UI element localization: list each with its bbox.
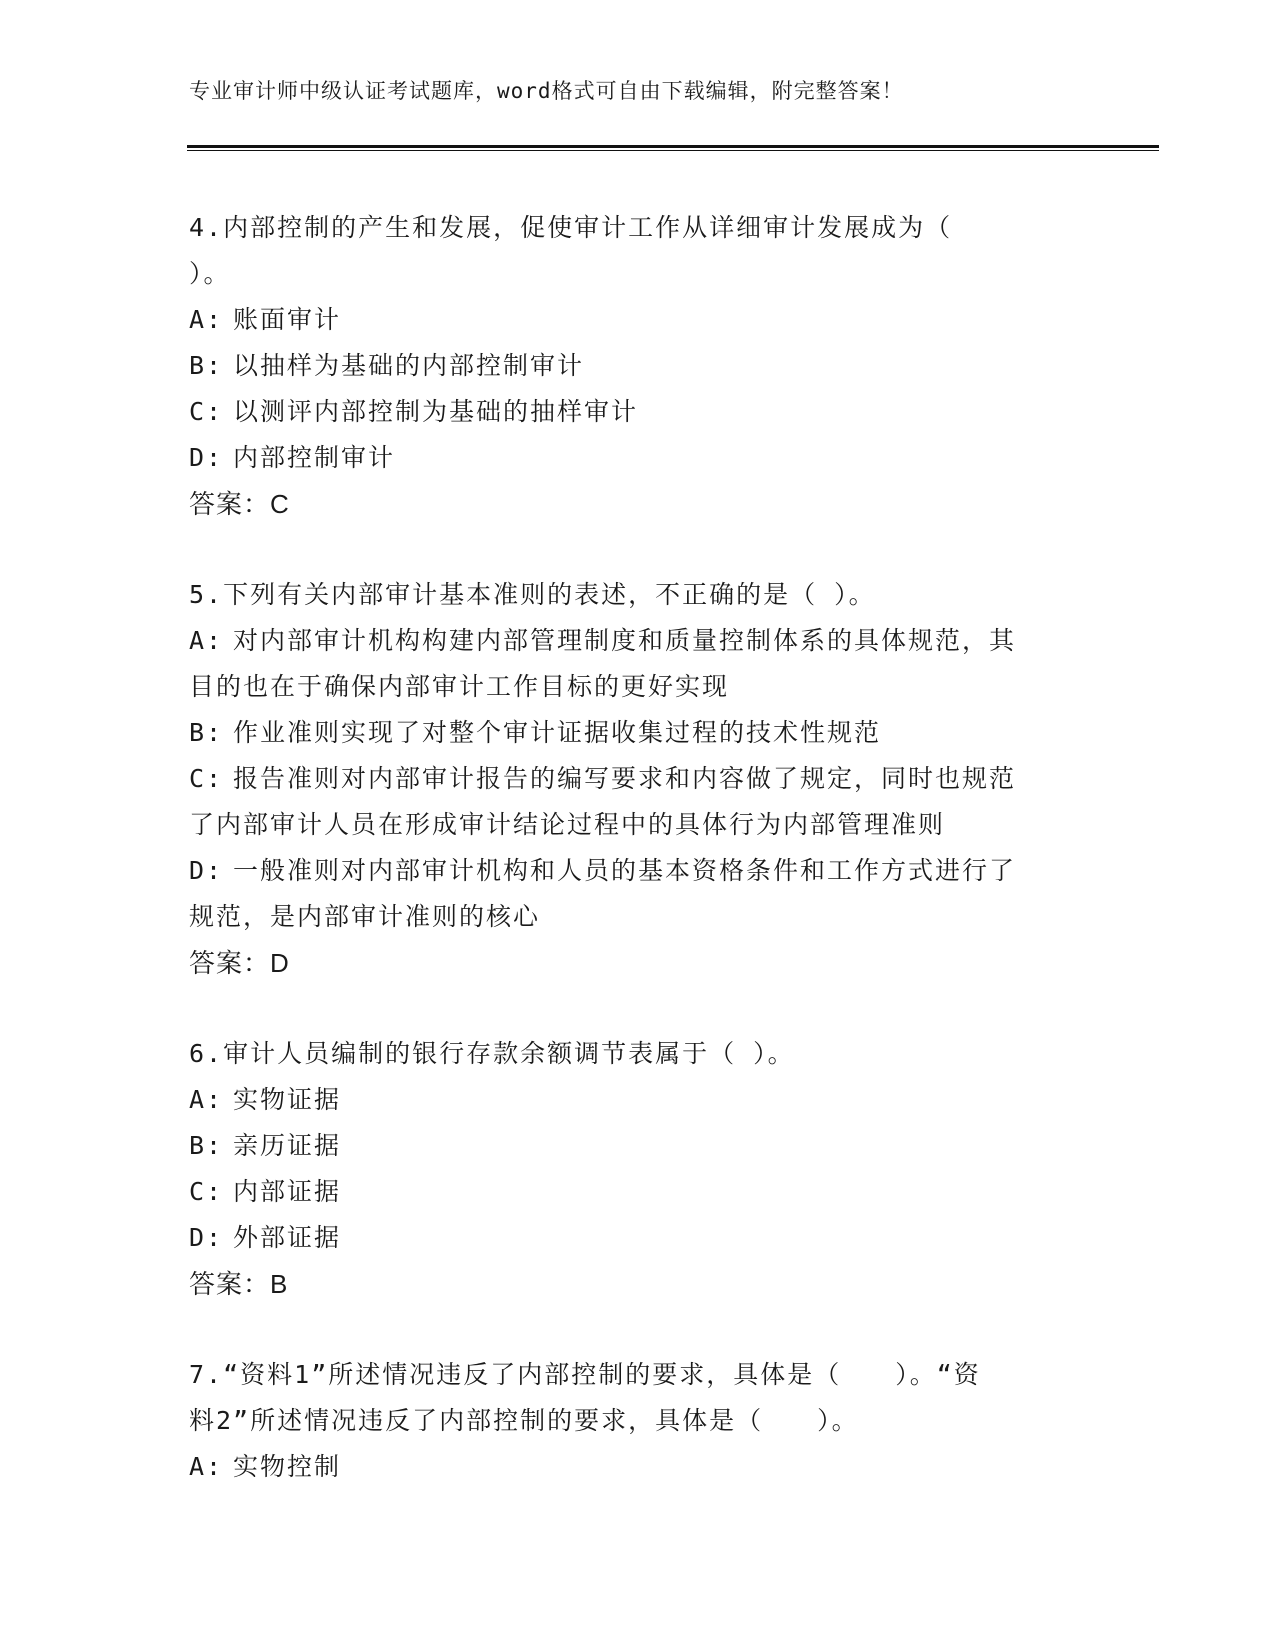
option-key: A: — [189, 1085, 224, 1114]
question-stem-line: 6.审计人员编制的银行存款余额调节表属于（ ）。 — [189, 1039, 795, 1068]
question-stem-line: 4.内部控制的产生和发展，促使审计工作从详细审计发展成为（ — [189, 213, 953, 242]
option-key: A: — [189, 305, 224, 334]
option-text-continued: 了内部审计人员在形成审计结论过程中的具体行为内部管理准则 — [189, 810, 946, 839]
option-row — [189, 297, 1089, 343]
option-row — [189, 1077, 1089, 1123]
answer-line: 答案：B — [189, 1269, 289, 1299]
option-row — [189, 756, 1089, 802]
question-block — [189, 205, 1089, 527]
option-row — [189, 1169, 1089, 1215]
question-stem-line: 5.下列有关内部审计基本准则的表述，不正确的是（ ）。 — [189, 580, 876, 609]
option-row — [189, 389, 1089, 435]
question-block — [189, 572, 1089, 986]
option-key: D: — [189, 856, 224, 885]
option-key: B: — [189, 1131, 224, 1160]
option-row — [189, 1215, 1089, 1261]
question-stem-line: 料2”所述情况违反了内部控制的要求，具体是（ ）。 — [189, 1406, 859, 1435]
option-text: 内部证据 — [233, 1177, 342, 1206]
question-stem-line: 7.“资料1”所述情况违反了内部控制的要求，具体是（ ）。“资 — [189, 1360, 981, 1389]
option-key: B: — [189, 718, 224, 747]
option-key: B: — [189, 351, 224, 380]
question-list — [189, 205, 1089, 1490]
option-key: C: — [189, 1177, 224, 1206]
option-text-continued: 目的也在于确保内部审计工作目标的更好实现 — [189, 672, 730, 701]
option-text: 外部证据 — [233, 1223, 342, 1252]
option-text: 报告准则对内部审计报告的编写要求和内容做了规定，同时也规范 — [233, 764, 1017, 793]
question-block — [189, 1031, 1089, 1307]
option-text: 账面审计 — [233, 305, 342, 334]
option-key: A: — [189, 1452, 224, 1481]
option-text: 实物证据 — [233, 1085, 342, 1114]
option-text: 内部控制审计 — [233, 443, 396, 472]
document-header: 专业审计师中级认证考试题库，word格式可自由下载编辑，附完整答案！ — [189, 79, 904, 103]
option-row — [189, 710, 1089, 756]
header-rule-thin — [187, 150, 1159, 151]
option-text: 以测评内部控制为基础的抽样审计 — [233, 397, 639, 426]
answer-line: 答案：D — [189, 948, 290, 978]
option-row — [189, 618, 1089, 664]
question-block — [189, 1352, 1089, 1490]
option-text-continued: 规范，是内部审计准则的核心 — [189, 902, 541, 931]
option-text: 以抽样为基础的内部控制审计 — [233, 351, 585, 380]
option-key: C: — [189, 397, 224, 426]
option-key: C: — [189, 764, 224, 793]
option-text: 实物控制 — [233, 1452, 342, 1481]
option-text: 作业准则实现了对整个审计证据收集过程的技术性规范 — [233, 718, 882, 747]
option-text: 亲历证据 — [233, 1131, 342, 1160]
option-row — [189, 848, 1089, 894]
answer-line: 答案：C — [189, 489, 290, 519]
option-key: D: — [189, 443, 224, 472]
header-rule-thick — [187, 145, 1159, 148]
option-row — [189, 435, 1089, 481]
option-key: A: — [189, 626, 224, 655]
option-text: 一般准则对内部审计机构和人员的基本资格条件和工作方式进行了 — [233, 856, 1017, 885]
option-key: D: — [189, 1223, 224, 1252]
option-row — [189, 1123, 1089, 1169]
question-stem-line: ）。 — [189, 259, 231, 288]
option-text: 对内部审计机构构建内部管理制度和质量控制体系的具体规范，其 — [233, 626, 1017, 655]
option-row — [189, 343, 1089, 389]
option-row — [189, 1444, 1089, 1490]
